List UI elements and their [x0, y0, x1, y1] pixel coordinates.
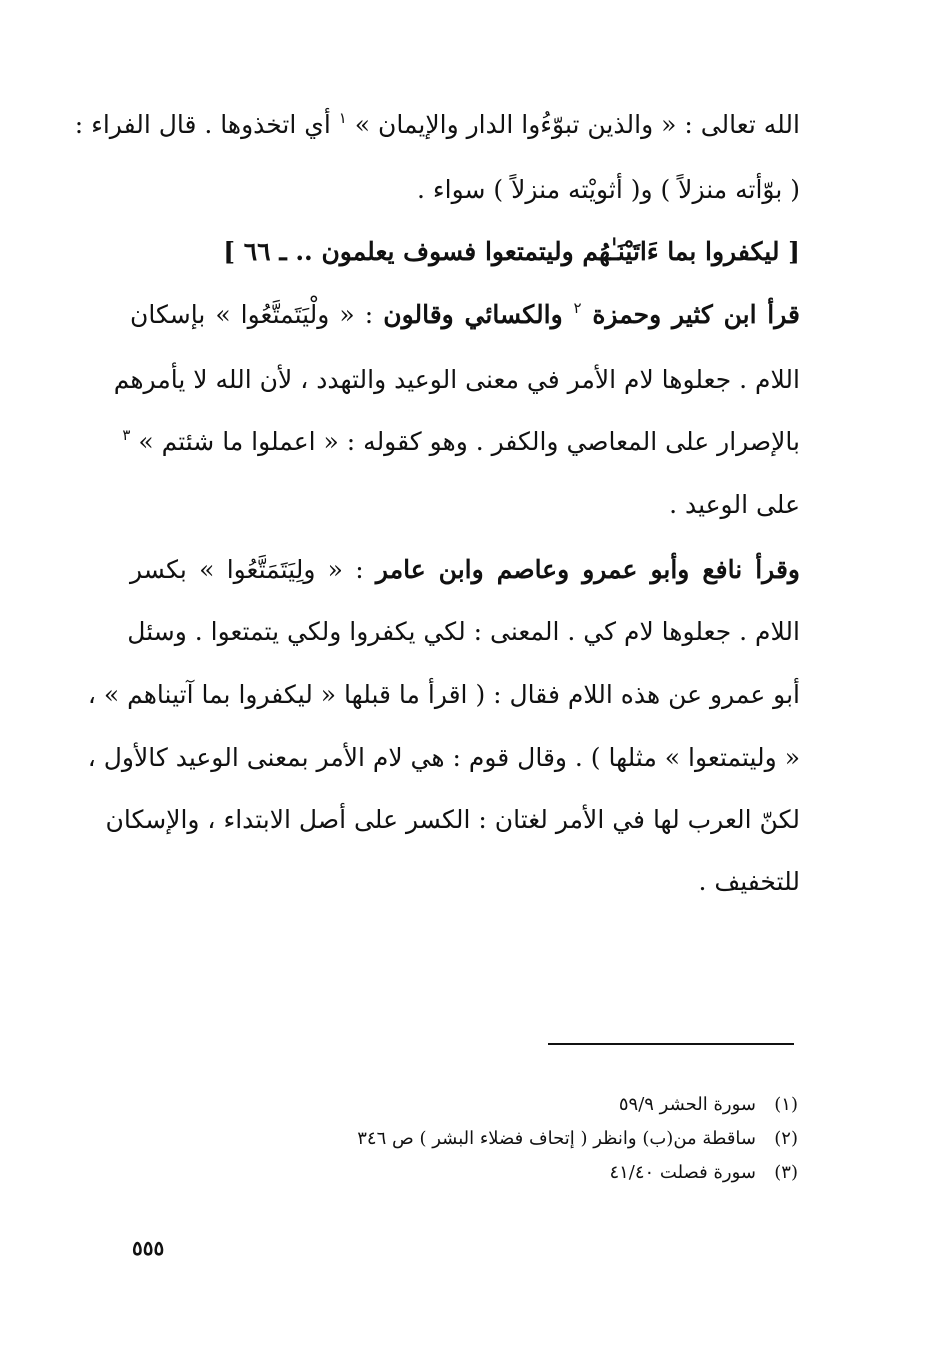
text-segment: « وليتمتعوا » مثلها ) . وقال قوم : هي لام الأمر بمعنى الوعيد كالأول ، — [87, 743, 800, 772]
footnote-ref: ٢ — [573, 299, 582, 317]
verse-text: [ ليكفروا بما ءَاتَيْنَـٰهُم وليتمتعوا فسوف يعلمون .. ـ ٦٦ ] — [223, 237, 800, 266]
text-line — [130, 540, 800, 600]
footnote — [200, 1156, 798, 1190]
text-segment: اللام . جعلوها لام كي . المعنى : لكي يكفروا ولكي يتمتعوا . وسئل — [127, 617, 800, 646]
text-segment: : « ولْيَتَمتَّعُوا » بإسكان — [130, 300, 384, 329]
text-line — [130, 285, 800, 345]
footnote-text: سورة فصلت ٤١/٤٠ — [609, 1162, 756, 1183]
reader-names: والكسائي وقالون — [383, 300, 574, 329]
text-line — [87, 728, 800, 788]
verse-heading — [130, 222, 800, 282]
footnote-text: سورة الحشر ٥٩/٩ — [618, 1094, 756, 1115]
footnote-text: ساقطة من(ب) وانظر ( إتحاف فضلاء البشر ) ص ٣٤٦ — [357, 1128, 756, 1149]
text-segment: لكنّ العرب لها في الأمر لغتان : الكسر على أصل الابتداء ، والإسكان — [105, 805, 800, 834]
footnote-number: (١) — [774, 1094, 798, 1115]
text-segment: اللام . جعلوها لام الأمر في معنى الوعيد والتهدد ، لأن الله لا يأمرهم — [113, 365, 800, 394]
text-segment: ( بوّأته منزلاً ) و( أثويْته منزلاً ) سواء . — [417, 175, 800, 204]
reader-names: قرأ ابن كثير وحمزة — [581, 300, 800, 329]
text-segment: أبو عمرو عن هذه اللام فقال : ( اقرأ ما قبلها « ليكفروا بما آتيناهم » ، — [87, 680, 800, 709]
text-segment: بالإصرار على المعاصي والكفر . وهو كقوله : « اعملوا ما شئتم » — [130, 427, 800, 456]
page-number: ٥٥٥ — [132, 1236, 165, 1260]
text-line — [127, 602, 800, 662]
footnote — [200, 1088, 798, 1122]
text-line — [130, 160, 800, 220]
footnote-ref: ١ — [338, 109, 347, 127]
footnote — [200, 1122, 798, 1156]
text-line — [130, 475, 800, 535]
text-line — [122, 412, 800, 472]
text-segment: : « ولِيَتَمَتَّعُوا » بكسر — [130, 555, 376, 584]
text-line — [130, 852, 800, 912]
text-segment: أي اتخذوها . قال الفراء : — [74, 110, 339, 139]
text-line — [113, 350, 800, 410]
footnote-number: (٣) — [774, 1162, 798, 1183]
footnote-separator — [548, 1043, 794, 1045]
text-segment: للتخفيف . — [698, 867, 800, 896]
footnote-ref: ٣ — [122, 426, 131, 444]
text-segment: الله تعالى : « والذين تبوّءُوا الدار والإيمان » — [346, 110, 800, 139]
text-line — [105, 790, 800, 850]
text-line — [87, 665, 800, 725]
text-line — [74, 95, 800, 155]
footnote-number: (٢) — [774, 1128, 798, 1149]
reader-names: وقرأ نافع وأبو عمرو وعاصم وابن عامر — [375, 555, 800, 584]
text-segment: على الوعيد . — [669, 490, 800, 519]
